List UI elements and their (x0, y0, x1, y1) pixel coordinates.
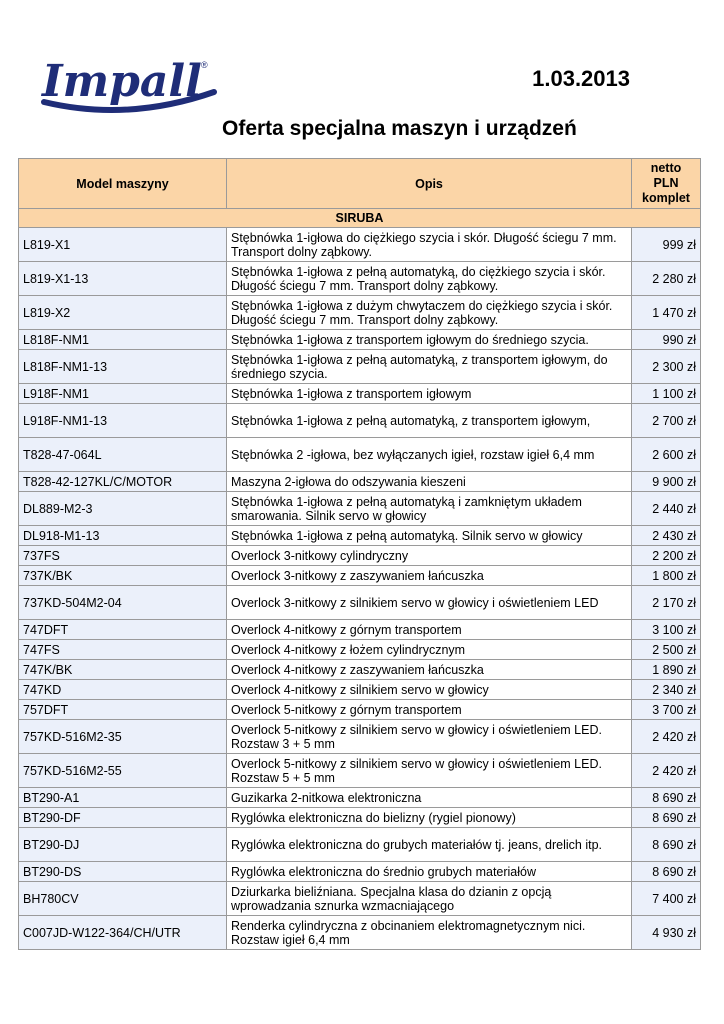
description-cell: Stębnówka 2 -igłowa, bez wyłączanych igieł, rozstaw igieł 6,4 mm (227, 438, 632, 472)
model-cell: L819-X1-13 (19, 262, 227, 296)
model-cell: 737K/BK (19, 566, 227, 586)
model-cell: T828-47-064L (19, 438, 227, 472)
table-row (19, 330, 701, 350)
price-cell: 2 300 zł (632, 350, 701, 384)
table-row (19, 640, 701, 660)
table-row (19, 882, 701, 916)
model-cell: BT290-DS (19, 862, 227, 882)
price-cell: 1 470 zł (632, 296, 701, 330)
price-cell: 2 700 zł (632, 404, 701, 438)
description-cell: Overlock 4-nitkowy z silnikiem servo w głowicy (227, 680, 632, 700)
table-row (19, 660, 701, 680)
impall-logo (38, 52, 218, 118)
table-row (19, 438, 701, 472)
price-cell: 2 500 zł (632, 640, 701, 660)
description-cell: Overlock 5-nitkowy z silnikiem servo w głowicy i oświetleniem LED. Rozstaw 3 + 5 mm (227, 720, 632, 754)
description-cell: Overlock 3-nitkowy z silnikiem servo w głowicy i oświetleniem LED (227, 586, 632, 620)
model-cell: BH780CV (19, 882, 227, 916)
price-cell: 4 930 zł (632, 916, 701, 950)
description-cell: Overlock 4-nitkowy z górnym transportem (227, 620, 632, 640)
table-row (19, 586, 701, 620)
description-cell: Overlock 3-nitkowy z zaszywaniem łańcuszka (227, 566, 632, 586)
price-cell: 8 690 zł (632, 828, 701, 862)
description-cell: Overlock 3-nitkowy cylindryczny (227, 546, 632, 566)
model-cell: C007JD-W122-364/CH/UTR (19, 916, 227, 950)
description-cell: Maszyna 2-igłowa do odszywania kieszeni (227, 472, 632, 492)
table-row (19, 566, 701, 586)
model-cell: L918F-NM1 (19, 384, 227, 404)
table-row (19, 228, 701, 262)
table-row (19, 546, 701, 566)
table-row (19, 754, 701, 788)
logo-text: Impall (42, 56, 202, 107)
price-cell: 8 690 zł (632, 788, 701, 808)
model-cell: L818F-NM1-13 (19, 350, 227, 384)
model-cell: 747FS (19, 640, 227, 660)
description-cell: Dziurkarka bieliźniana. Specjalna klasa do dzianin z opcją wprowadzania sznurka wzmacniającego (227, 882, 632, 916)
price-cell: 1 890 zł (632, 660, 701, 680)
price-cell: 2 420 zł (632, 720, 701, 754)
model-cell: L918F-NM1-13 (19, 404, 227, 438)
table-row (19, 862, 701, 882)
price-cell: 2 600 zł (632, 438, 701, 472)
table-row (19, 296, 701, 330)
column-header-model: Model maszyny (19, 159, 227, 209)
description-cell: Guzikarka 2-nitkowa elektroniczna (227, 788, 632, 808)
model-cell: 747DFT (19, 620, 227, 640)
model-cell: DL918-M1-13 (19, 526, 227, 546)
price-table (18, 158, 701, 950)
description-cell: Ryglówka elektroniczna do grubych materiałów tj. jeans, drelich itp. (227, 828, 632, 862)
price-cell: 990 zł (632, 330, 701, 350)
description-cell: Overlock 5-nitkowy z górnym transportem (227, 700, 632, 720)
description-cell: Stębnówka 1-igłowa z dużym chwytaczem do ciężkiego szycia i skór. Długość ściegu 7 mm. Transport dolny ząbkowy. (227, 296, 632, 330)
document-date: 1.03.2013 (532, 66, 630, 91)
description-cell: Stębnówka 1-igłowa z pełną automatyką, z transportem igłowym, (227, 404, 632, 438)
model-cell: 737FS (19, 546, 227, 566)
model-cell: T828-42-127KL/C/MOTOR (19, 472, 227, 492)
price-cell: 999 zł (632, 228, 701, 262)
price-cell: 2 280 zł (632, 262, 701, 296)
table-row (19, 492, 701, 526)
description-cell: Overlock 4-nitkowy z łożem cylindrycznym (227, 640, 632, 660)
price-cell: 2 170 zł (632, 586, 701, 620)
description-cell: Stębnówka 1-igłowa z pełną automatyką, z transportem igłowym, do średniego szycia. (227, 350, 632, 384)
model-cell: BT290-DF (19, 808, 227, 828)
model-cell: L818F-NM1 (19, 330, 227, 350)
table-header-row (19, 159, 701, 209)
table-row (19, 620, 701, 640)
table-row (19, 808, 701, 828)
model-cell: 747KD (19, 680, 227, 700)
group-header-row (19, 209, 701, 228)
price-cell: 3 100 zł (632, 620, 701, 640)
table-row (19, 350, 701, 384)
column-header-description: Opis (227, 159, 632, 209)
price-cell: 8 690 zł (632, 808, 701, 828)
table-row (19, 828, 701, 862)
table-row (19, 700, 701, 720)
page-title: Oferta specjalna maszyn i urządzeń (222, 117, 577, 140)
table-row (19, 788, 701, 808)
description-cell: Stębnówka 1-igłowa z pełną automatyką. Silnik servo w głowicy (227, 526, 632, 546)
description-cell: Stębnówka 1-igłowa z transportem igłowym (227, 384, 632, 404)
table-row (19, 720, 701, 754)
description-cell: Ryglówka elektroniczna do bielizny (rygiel pionowy) (227, 808, 632, 828)
price-cell: 3 700 zł (632, 700, 701, 720)
description-cell: Stębnówka 1-igłowa z pełną automatyką i zamkniętym układem smarowania. Silnik servo w głowicy (227, 492, 632, 526)
model-cell: L819-X1 (19, 228, 227, 262)
price-cell: 2 420 zł (632, 754, 701, 788)
model-cell: BT290-A1 (19, 788, 227, 808)
model-cell: 757KD-516M2-35 (19, 720, 227, 754)
description-cell: Ryglówka elektroniczna do średnio grubych materiałów (227, 862, 632, 882)
model-cell: 757KD-516M2-55 (19, 754, 227, 788)
price-cell: 2 200 zł (632, 546, 701, 566)
description-cell: Stębnówka 1-igłowa do ciężkiego szycia i skór. Długość ściegu 7 mm. Transport dolny ząbkowy. (227, 228, 632, 262)
model-cell: BT290-DJ (19, 828, 227, 862)
price-cell: 8 690 zł (632, 862, 701, 882)
description-cell: Overlock 4-nitkowy z zaszywaniem łańcuszka (227, 660, 632, 680)
price-cell: 2 440 zł (632, 492, 701, 526)
model-cell: 747K/BK (19, 660, 227, 680)
description-cell: Renderka cylindryczna z obcinaniem elektromagnetycznym nici. Rozstaw igieł 6,4 mm (227, 916, 632, 950)
table-row (19, 680, 701, 700)
table-row (19, 526, 701, 546)
svg-text:®: ® (201, 60, 208, 70)
group-label: SIRUBA (19, 209, 701, 228)
column-header-price: netto PLN komplet (632, 159, 701, 209)
model-cell: 757DFT (19, 700, 227, 720)
price-cell: 2 430 zł (632, 526, 701, 546)
model-cell: L819-X2 (19, 296, 227, 330)
model-cell: 737KD-504M2-04 (19, 586, 227, 620)
model-cell: DL889-M2-3 (19, 492, 227, 526)
price-cell: 9 900 zł (632, 472, 701, 492)
table-row (19, 384, 701, 404)
description-cell: Stębnówka 1-igłowa z pełną automatyką, do ciężkiego szycia i skór. Długość ściegu 7 mm. Transport dolny ząbkowy. (227, 262, 632, 296)
description-cell: Stębnówka 1-igłowa z transportem igłowym do średniego szycia. (227, 330, 632, 350)
table-row (19, 916, 701, 950)
price-cell: 7 400 zł (632, 882, 701, 916)
price-cell: 1 100 zł (632, 384, 701, 404)
table-row (19, 472, 701, 492)
price-cell: 1 800 zł (632, 566, 701, 586)
table-row (19, 262, 701, 296)
table-row (19, 404, 701, 438)
description-cell: Overlock 5-nitkowy z silnikiem servo w głowicy i oświetleniem LED. Rozstaw 5 + 5 mm (227, 754, 632, 788)
price-cell: 2 340 zł (632, 680, 701, 700)
